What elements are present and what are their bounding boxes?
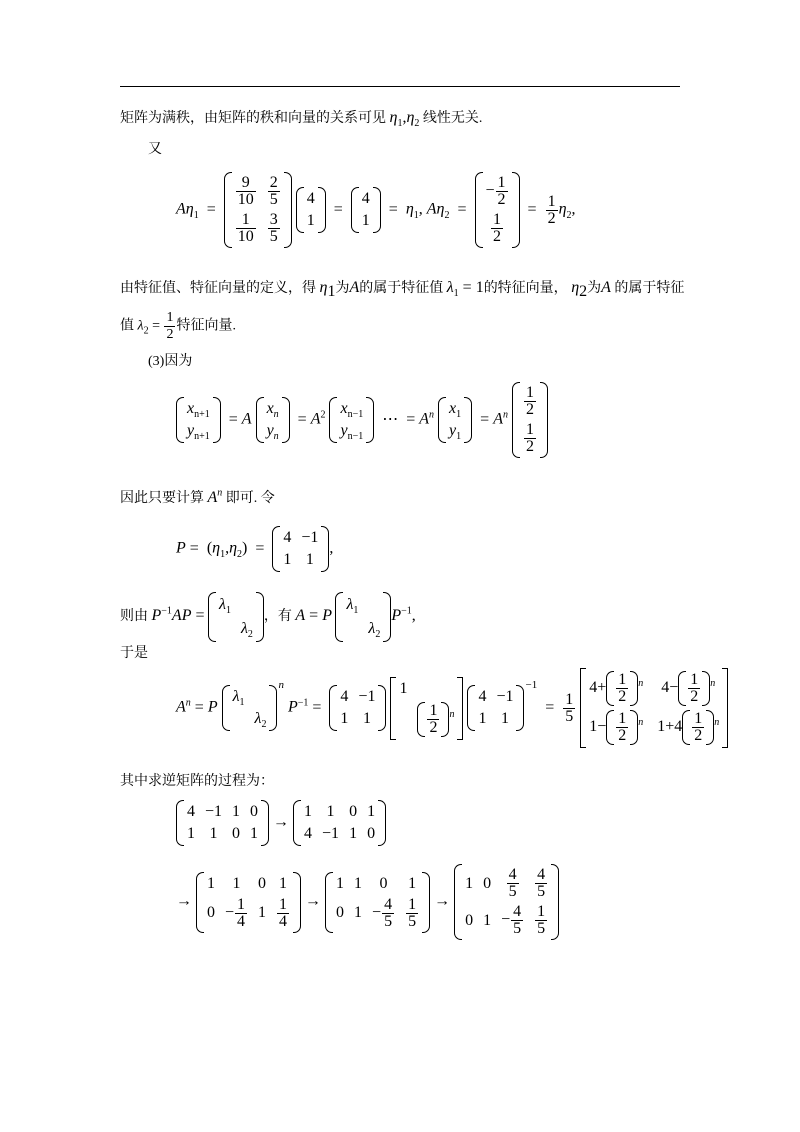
line-because: (3)因为	[148, 354, 193, 369]
text-linear-independent: 线性无关.	[422, 111, 483, 126]
line-eigen-definition: 由特征值、特征向量的定义，得 $\eta_1$为A的属于特征值 $\lambda_1 = 1$的特征向量， $\eta_2$为A 的属于特征	[120, 279, 685, 300]
equation-eigen-check: $A\eta_1$ = $\frac{9}{10}$ $\frac{2}{5}$ $\frac{1}{10}$ $\frac{3}{5}$ 4 1 = 4 1 = $\eta_1$, $A\eta_2$ = − $\frac{1}{2}$ $\frac{1}{2}$ = $\frac{1}{2}$ $\eta_2$,	[176, 172, 576, 248]
line-full-rank	[120, 108, 482, 129]
line-eigenvalue-half: 值 $\lambda_2$ = $\frac{1}{2}$ 特征向量.	[120, 310, 236, 342]
header-rule	[120, 86, 680, 87]
matrix-P: 4 −1 1 1	[272, 526, 329, 572]
line-diagonalize: 则由 $P^{-1}AP$ = $\lambda_1$ $\lambda_2$ ，有 A = P $\lambda_1$ $\lambda_2$ $P^{-1}$,	[120, 592, 416, 642]
equation-An: $A^n = P$ $\lambda_1$ $\lambda_2$ $^n$ $P^{-1}$ = 4 −1 1 1 1 $\frac{1}{2}$ $^n$ 4 −1 1 1 $^{-1}$ = $\frac{1}{5}$ 4+ $\frac{1}{2}$ $^n$ 4− $\frac{1}{2}$ $^n$ 1− $\frac{1}{2}$ $^n$ 1+4 $\frac{1}{2}$ $^n$	[176, 668, 728, 748]
line-therefore: 于是	[120, 646, 148, 661]
row-reduction-step-2: → 1 1 0 1 0 − $\frac{1}{4}$ 1 $\frac{1}{4}$ → 1 1 0 1 0 1 − $\frac{4}{5}$ $\frac{1}{5}$ → 1 0 $\frac{4}{5}$ $\frac{4}{5}$ 0 1 − $\frac{4}{5}$ $\frac{1}{5}$	[176, 864, 559, 940]
vector-4-1: 4 1	[296, 187, 326, 233]
line-also: 又	[148, 142, 162, 157]
text-full-rank: 矩阵为满秩，由矩阵的秩和向量的关系可见	[120, 111, 386, 126]
line-inverse-process: 其中求逆矩阵的过程为：	[120, 774, 274, 789]
vector-half: − $\frac{1}{2}$ $\frac{1}{2}$	[475, 172, 520, 248]
line-compute-An: 因此只要计算 $A^n$ 即可. 令	[120, 487, 275, 506]
equation-recurrence: $x_{n+1}$ $y_{n+1}$ = A $x_n$ $y_n$ = $A^2$ $x_{n-1}$ $y_{n-1}$ ⋯ = $A^n$ $x_1$ $y_1$ = $A^n$ $\frac{1}{2}$ $\frac{1}{2}$	[176, 382, 548, 458]
vector-4-1-result: 4 1	[351, 187, 381, 233]
row-reduction-step-1: 4 −1 1 0 1 1 0 1 → 1 1 0 1 4 −1 1 0	[176, 800, 386, 846]
math-eta1-eta2: $\eta_1,\eta_2$	[389, 109, 420, 130]
matrix-A: $\frac{9}{10}$ $\frac{2}{5}$ $\frac{1}{10}$ $\frac{3}{5}$	[224, 172, 292, 248]
equation-P: $P = (\eta_1,\eta_2)$ = 4 −1 1 1 ,	[176, 526, 333, 572]
